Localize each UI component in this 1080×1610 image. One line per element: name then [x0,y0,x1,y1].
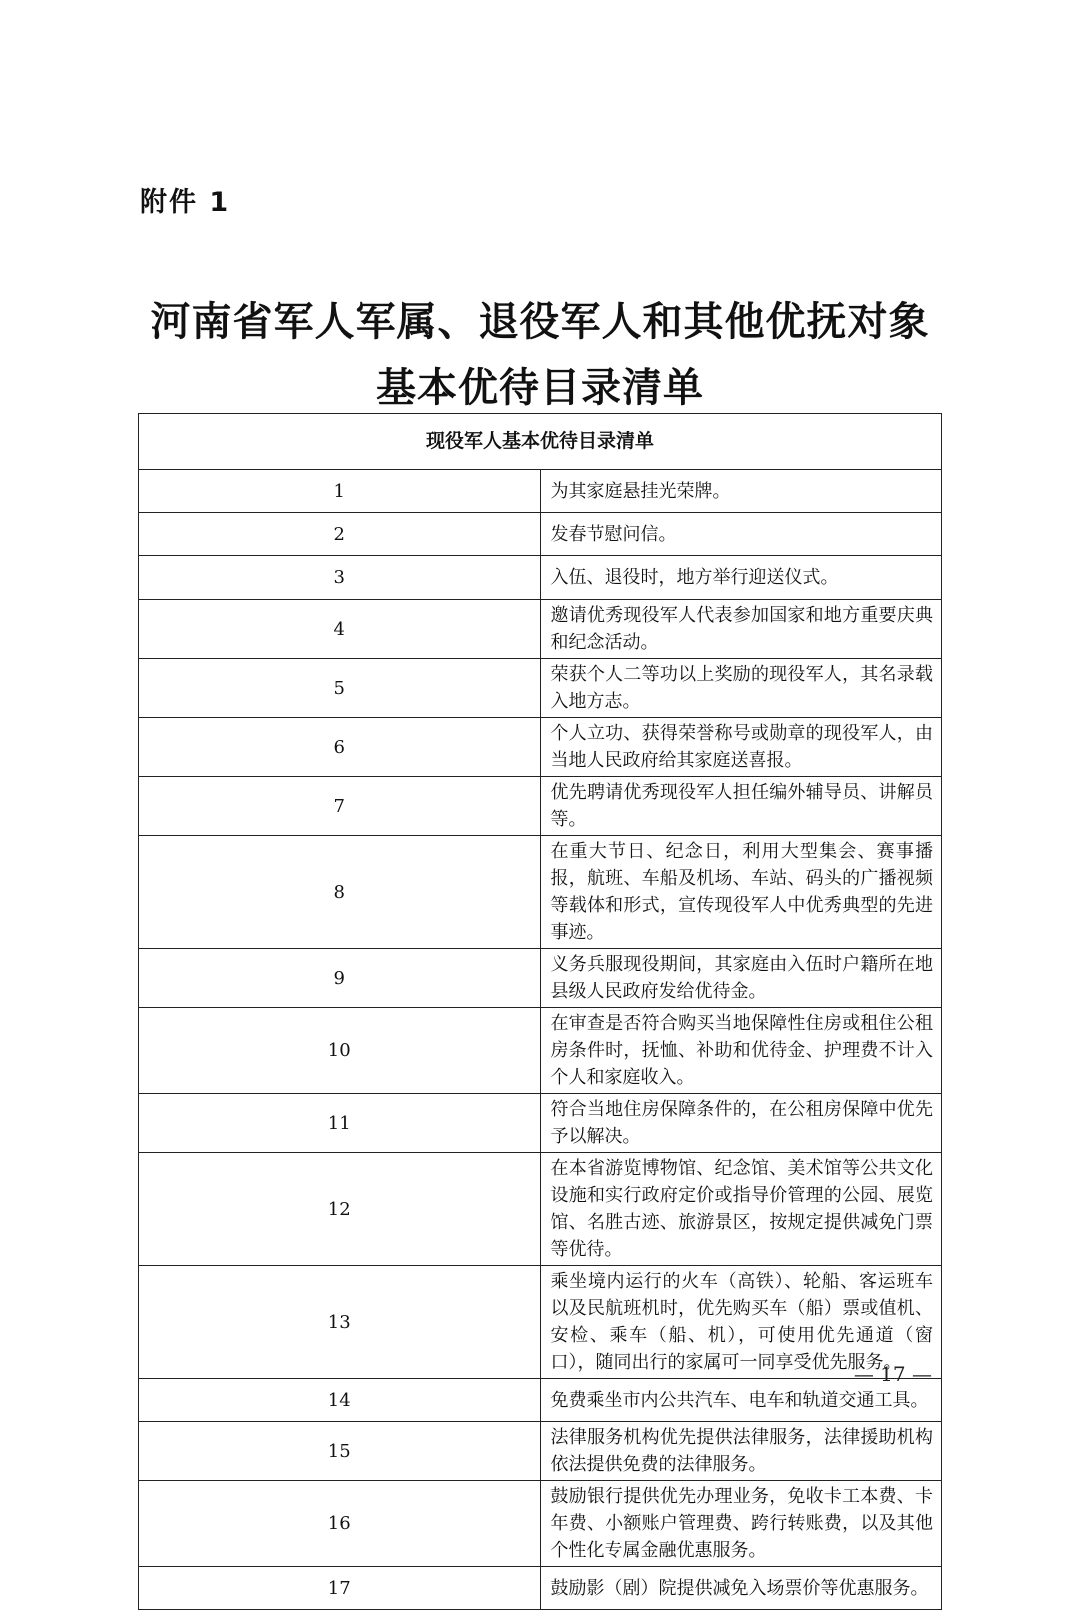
row-text: 鼓励影（剧）院提供减免入场票价等优惠服务。 [540,1567,942,1610]
row-number: 11 [139,1094,541,1153]
row-number: 14 [139,1379,541,1422]
row-text: 邀请优秀现役军人代表参加国家和地方重要庆典和纪念活动。 [540,600,942,659]
row-text: 义务兵服现役期间，其家庭由入伍时户籍所在地县级人民政府发给优待金。 [540,949,942,1008]
row-number: 5 [139,659,541,718]
row-text: 乘坐境内运行的火车（高铁）、轮船、客运班车以及民航班机时，优先购买车（船）票或值机、安检、乘车（船、机），可使用优先通道（窗口），随同出行的家属可一同享受优先服务。 [540,1266,942,1379]
document-title-line-2: 基本优待目录清单 [376,365,704,411]
document-title-line-1: 河南省军人军属、退役军人和其他优抚对象 [150,299,930,345]
table-row [139,513,942,556]
row-number: 1 [139,470,541,513]
table-header: 现役军人基本优待目录清单 [139,414,942,470]
row-number: 8 [139,836,541,949]
row-number: 6 [139,718,541,777]
benefits-table [138,413,942,1610]
row-text: 鼓励银行提供优先办理业务，免收卡工本费、卡年费、小额账户管理费、跨行转账费，以及其他个性化专属金融优惠服务。 [540,1481,942,1567]
row-text: 优先聘请优秀现役军人担任编外辅导员、讲解员等。 [540,777,942,836]
table-row [139,1379,942,1422]
table-row [139,1266,942,1379]
row-text: 法律服务机构优先提供法律服务，法律援助机构依法提供免费的法律服务。 [540,1422,942,1481]
row-text: 入伍、退役时，地方举行迎送仪式。 [540,556,942,600]
table-row [139,600,942,659]
row-number: 17 [139,1567,541,1610]
row-number: 9 [139,949,541,1008]
row-text: 为其家庭悬挂光荣牌。 [540,470,942,513]
row-text: 在本省游览博物馆、纪念馆、美术馆等公共文化设施和实行政府定价或指导价管理的公园、展览馆、名胜古迹、旅游景区，按规定提供减免门票等优待。 [540,1153,942,1266]
row-text: 免费乘坐市内公共汽车、电车和轨道交通工具。 [540,1379,942,1422]
table-row [139,659,942,718]
table-header-row [139,414,942,470]
row-text: 个人立功、获得荣誉称号或勋章的现役军人，由当地人民政府给其家庭送喜报。 [540,718,942,777]
table-row [139,470,942,513]
table-row [139,1567,942,1610]
page-number: — 17 — [853,1362,932,1386]
row-number: 12 [139,1153,541,1266]
table-row [139,1481,942,1567]
row-text: 符合当地住房保障条件的，在公租房保障中优先予以解决。 [540,1094,942,1153]
table-row [139,1094,942,1153]
table-row [139,1153,942,1266]
table-row [139,949,942,1008]
table-row [139,836,942,949]
row-text: 荣获个人二等功以上奖励的现役军人，其名录载入地方志。 [540,659,942,718]
row-text: 在审查是否符合购买当地保障性住房或租住公租房条件时，抚恤、补助和优待金、护理费不计入个人和家庭收入。 [540,1008,942,1094]
row-text: 在重大节日、纪念日，利用大型集会、赛事播报，航班、车船及机场、车站、码头的广播视频等载体和形式，宣传现役军人中优秀典型的先进事迹。 [540,836,942,949]
row-text: 发春节慰问信。 [540,513,942,556]
row-number: 4 [139,600,541,659]
row-number: 13 [139,1266,541,1379]
table-row [139,1008,942,1094]
row-number: 16 [139,1481,541,1567]
row-number: 10 [139,1008,541,1094]
table-row [139,1422,942,1481]
row-number: 15 [139,1422,541,1481]
row-number: 3 [139,556,541,600]
row-number: 7 [139,777,541,836]
table-row [139,777,942,836]
table-row [139,718,942,777]
table-row [139,556,942,600]
row-number: 2 [139,513,541,556]
attachment-label: 附件 1 [140,187,231,218]
